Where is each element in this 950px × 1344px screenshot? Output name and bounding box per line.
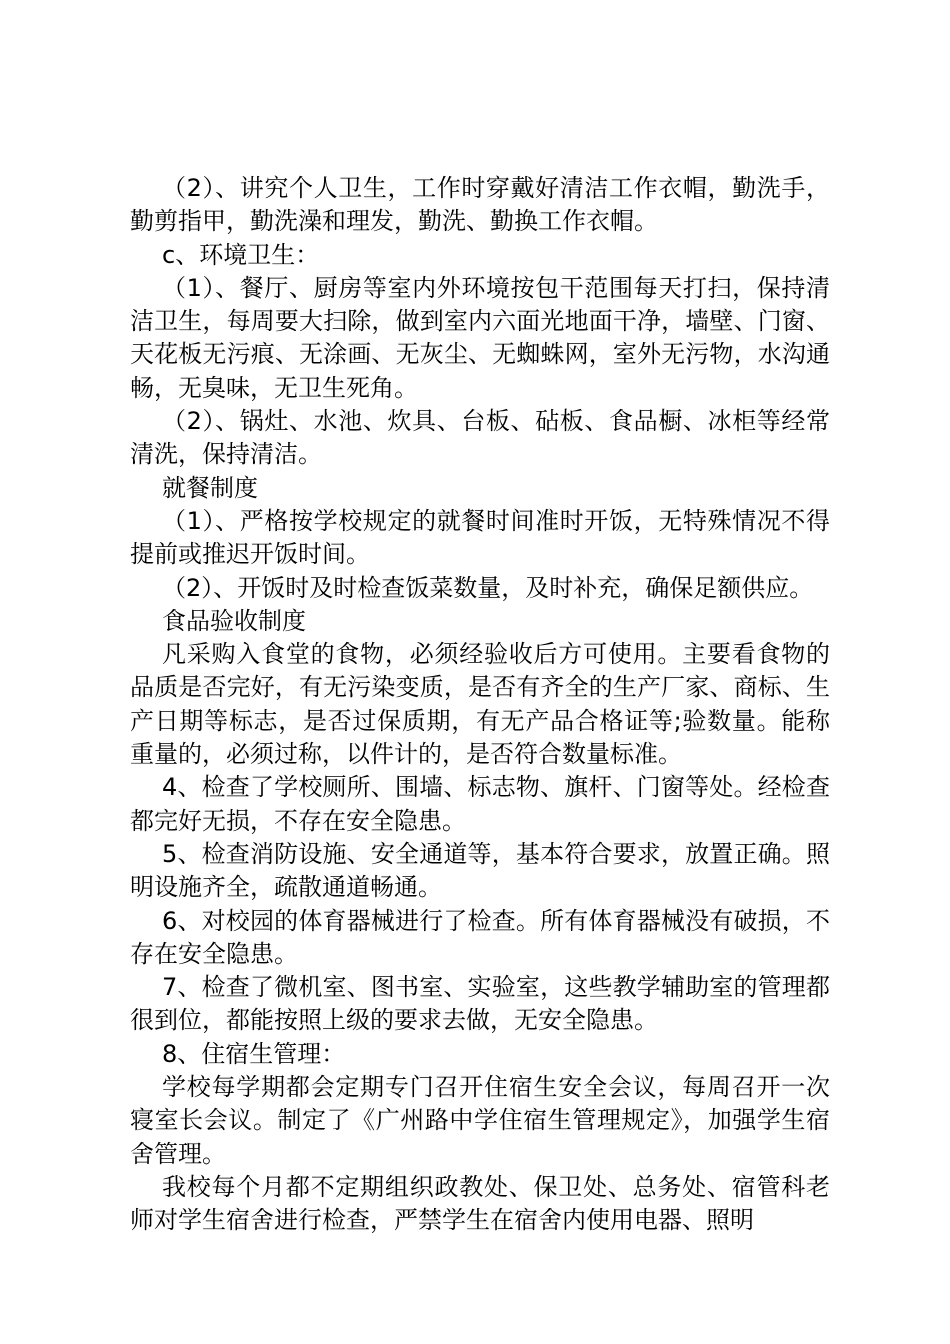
paragraph-dormitory-inspection: 我校每个月都不定期组织政教处、保卫处、总务处、宿管科老师对学生宿舍进行检查，严禁学生在宿舍内使用电器、照明 [130,1172,830,1235]
document-body [130,172,830,1238]
heading-dining-rules: 就餐制度 [162,473,258,502]
paragraph-food-inspection: 凡采购入食堂的食物，必须经验收后方可使用。主要看食物的品质是否完好，有无污染变质，是否有齐全的生产厂家、商标、生产日期等标志，是否过保质期，有无产品合格证等;验数量。能称重量的，必须过称，以件计的，是否符合数量标准。 [130,640,830,769]
paragraph-equipment-cleaning: （2）、锅灶、水池、炊具、台板、砧板、食品橱、冰柜等经常清洗，保持清洁。 [130,407,830,469]
paragraph-hygiene-personal: （2）、讲究个人卫生，工作时穿戴好清洁工作衣帽，勤洗手，勤剪指甲，勤洗澡和理发，勤洗、勤换工作衣帽。 [130,174,830,236]
paragraph-item-6: 6、对校园的体育器械进行了检查。所有体育器械没有破损，不存在安全隐患。 [130,906,830,968]
heading-food-inspection: 食品验收制度 [162,606,306,635]
heading-environment-hygiene: c、环境卫生： [162,240,320,269]
paragraph-environment-cleaning: （1）、餐厅、厨房等室内外环境按包干范围每天打扫，保持清洁卫生，每周要大扫除，做到室内六面光地面干净，墙壁、门窗、天花板无污痕、无涂画、无灰尘、无蜘蛛网，室外无污物，水沟通畅，无臭味，无卫生死角。 [130,273,830,402]
heading-item-8-dormitory: 8、住宿生管理： [162,1039,346,1068]
paragraph-dining-time: （1）、严格按学校规定的就餐时间准时开饭，无特殊情况不得提前或推迟开饭时间。 [130,506,830,569]
paragraph-item-4: 4、检查了学校厕所、围墙、标志物、旗杆、门窗等处。经检查都完好无损，不存在安全隐患。 [130,773,830,835]
paragraph-item-7: 7、检查了微机室、图书室、实验室，这些教学辅助室的管理都很到位，都能按照上级的要求去做，无安全隐患。 [130,973,830,1035]
paragraph-dining-supply: （2）、开饭时及时检查饭菜数量，及时补充，确保足额供应。 [162,573,814,602]
paragraph-dormitory-meetings: 学校每学期都会定期专门召开住宿生安全会议，每周召开一次寝室长会议。制定了《广州路中学住宿生管理规定》，加强学生宿舍管理。 [130,1073,830,1168]
paragraph-item-5: 5、检查消防设施、安全通道等，基本符合要求，放置正确。照明设施齐全，疏散通道畅通。 [130,839,830,902]
